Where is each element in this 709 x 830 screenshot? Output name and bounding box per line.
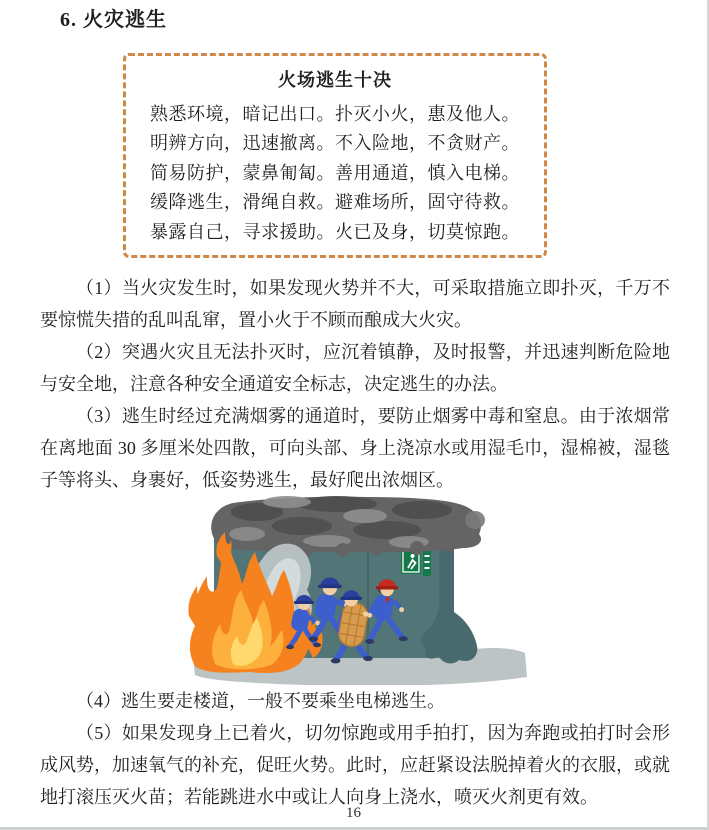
paragraph-4: （4）逃生要走楼道，一般不要乘坐电梯逃生。 <box>76 691 445 712</box>
tips-line: 暴露自己，寻求援助。火已及身，切莫惊跑。 <box>150 221 520 242</box>
tips-box-lines <box>150 100 520 247</box>
tips-line: 明辨方向，迅速撤离。不入险地，不贪财产。 <box>150 133 520 154</box>
ceiling-smoke <box>211 496 485 557</box>
paragraph-2: （2）突遇火灾且无法扑灭时，应沉着镇静，及时报警，并迅速判断危险地与安全地，注意各种安全通道安全标志，决定逃生的办法。 <box>40 342 670 395</box>
tips-line: 熟悉环境，暗记出口。扑灭小火，惠及他人。 <box>150 104 520 124</box>
section-heading: 6. 火灾逃生 <box>60 9 167 31</box>
tips-box <box>123 53 547 258</box>
fire-escape-illustration <box>187 496 532 685</box>
paragraph-1: （1）当火灾发生时，如果发现火势并不大，可采取措施立即扑灭，千万不要惊慌失措的乱叫乱窜，置小火于不顾而酿成大火灾。 <box>40 278 670 331</box>
tips-box-title: 火场逃生十决 <box>278 70 392 90</box>
body-text <box>40 272 670 813</box>
paragraph-5: （5）如果发现身上已着火，切勿惊跑或用手拍打，因为奔跑或拍打时会形成风势，加速氧气的补充，促旺火势。此时，应赶紧设法脱掉着火的衣服，或就地打滚压灭火苗；若能跳进水中或让人向身上浇水，喷灭火剂更有效。 <box>40 723 670 808</box>
paragraph-3: （3）逃生时经过充满烟雾的通道时，要防止烟雾中毒和窒息。由于浓烟常在离地面 30 多厘米处四散，可向头部、身上浇凉水或用湿毛巾，湿棉被，湿毯子等将头、身裹好，低姿势逃生，最好爬出浓烟区。 <box>40 406 670 491</box>
tips-line: 简易防护，蒙鼻匍匐。善用通道，慎入电梯。 <box>150 162 520 183</box>
page-number: 16 <box>346 805 361 821</box>
tips-line: 缓降逃生，滑绳自救。避难场所，固守待救。 <box>150 192 520 213</box>
fire-escape-illustration-svg <box>187 496 532 685</box>
